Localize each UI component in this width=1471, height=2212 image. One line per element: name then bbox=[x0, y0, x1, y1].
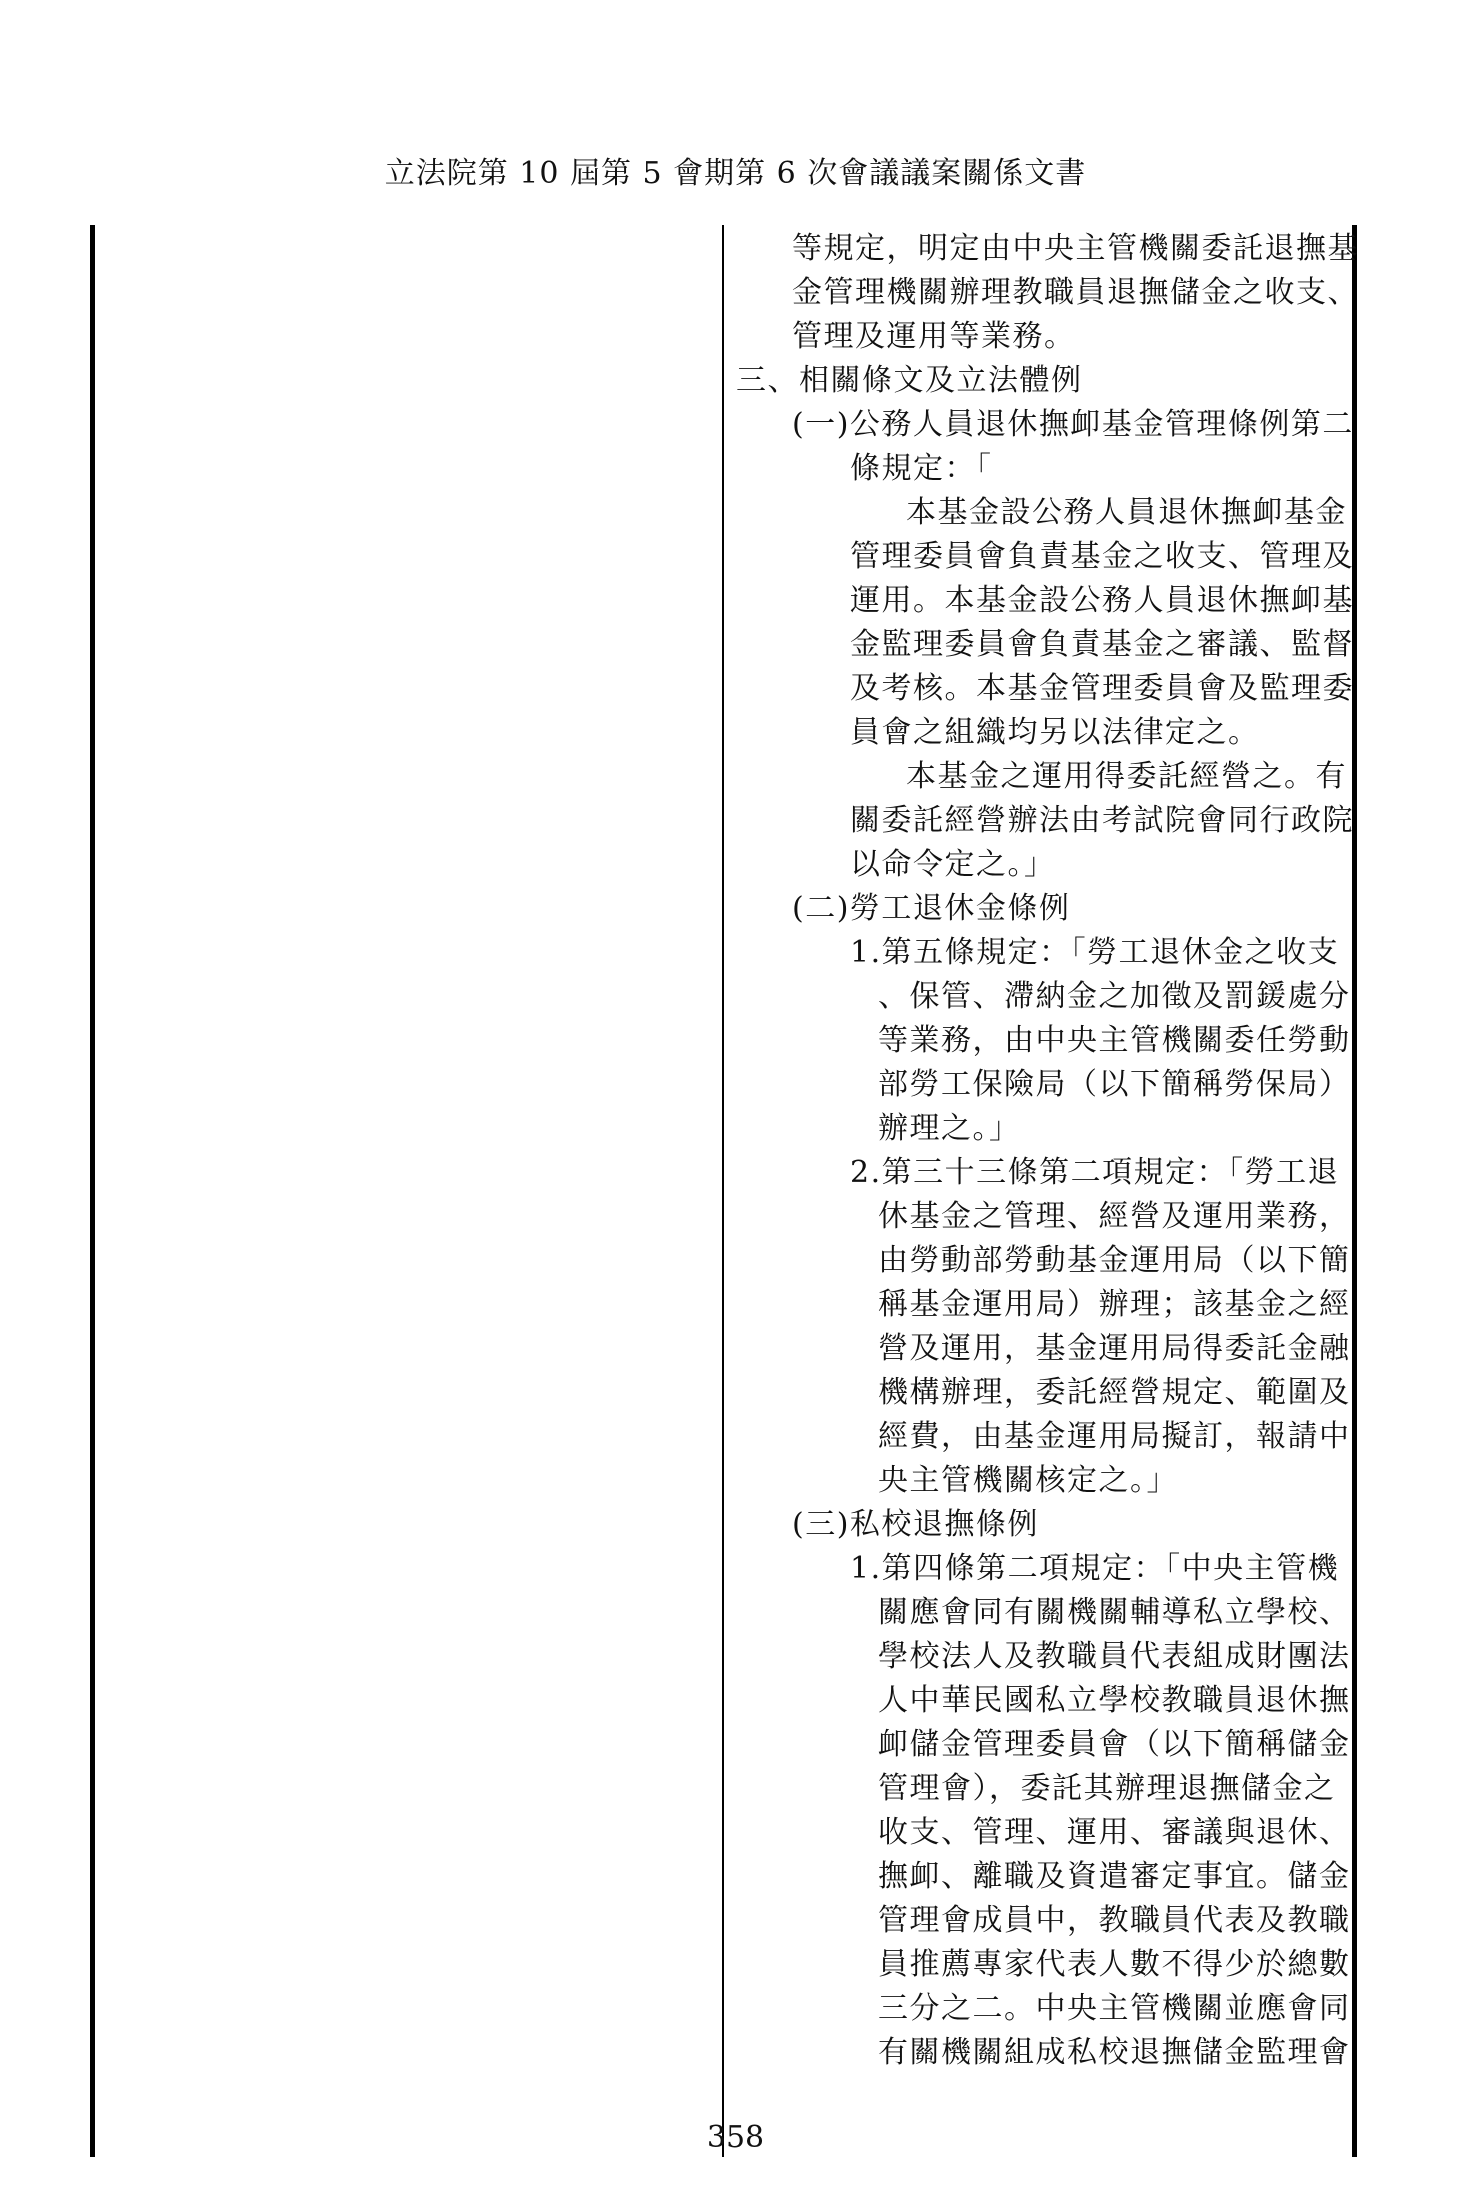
text-line: 本基金設公務人員退休撫卹基金 bbox=[906, 495, 1347, 530]
text-line: 關委託經營辦法由考試院會同行政院 bbox=[850, 803, 1354, 838]
text-line: 由勞動部勞動基金運用局（以下簡 bbox=[878, 1243, 1351, 1278]
text-line: 學校法人及教職員代表組成財團法 bbox=[878, 1639, 1351, 1674]
text-line: 管理會成員中，教職員代表及教職 bbox=[878, 1903, 1351, 1938]
text-line: 管理會），委託其辦理退撫儲金之 bbox=[878, 1771, 1336, 1806]
text-line: 有關機關組成私校退撫儲金監理會 bbox=[878, 2035, 1351, 2070]
text-line: 部勞工保險局（以下簡稱勞保局） bbox=[878, 1067, 1351, 1102]
text-line: 休基金之管理、經營及運用業務， bbox=[878, 1199, 1351, 1234]
text-line: 運用。本基金設公務人員退休撫卹基 bbox=[850, 583, 1354, 618]
text-line: 金管理機關辦理教職員退撫儲金之收支、 bbox=[792, 275, 1359, 310]
list-item: 1.第四條第二項規定：「中央主管機 bbox=[850, 1551, 1340, 1586]
right-border-rule bbox=[1352, 225, 1357, 2157]
text-line: 金監理委員會負責基金之審議、監督 bbox=[850, 627, 1354, 662]
text-line: 機構辦理，委託經營規定、範圍及 bbox=[878, 1375, 1351, 1410]
text-line: 等規定，明定由中央主管機關委託退撫基 bbox=[792, 231, 1359, 266]
text-line: 人中華民國私立學校教職員退休撫 bbox=[878, 1683, 1351, 1718]
text-line: 卹儲金管理委員會（以下簡稱儲金 bbox=[878, 1727, 1351, 1762]
text-line: 等業務，由中央主管機關委任勞動 bbox=[878, 1023, 1351, 1058]
text-line: 員會之組織均另以法律定之。 bbox=[850, 715, 1260, 750]
text-line: 營及運用，基金運用局得委託金融 bbox=[878, 1331, 1351, 1366]
subsection-heading: (二)勞工退休金條例 bbox=[792, 891, 1071, 926]
text-line: 及考核。本基金管理委員會及監理委 bbox=[850, 671, 1354, 706]
text-line: 員推薦專家代表人數不得少於總數 bbox=[878, 1947, 1351, 1982]
text-line: 管理及運用等業務。 bbox=[792, 319, 1076, 354]
text-line: 管理委員會負責基金之收支、管理及 bbox=[850, 539, 1354, 574]
list-item: 1.第五條規定：「勞工退休金之收支 bbox=[850, 935, 1340, 970]
text-line: 經費，由基金運用局擬訂，報請中 bbox=[878, 1419, 1351, 1454]
section-heading: 三、相關條文及立法體例 bbox=[736, 363, 1083, 398]
text-line: 本基金之運用得委託經營之。有 bbox=[906, 759, 1347, 794]
page-header: 立法院第 10 屆第 5 會期第 6 次會議議案關係文書 bbox=[384, 156, 1087, 191]
text-line: 條規定：「 bbox=[850, 451, 993, 486]
text-line: 撫卹、離職及資遣審定事宜。儲金 bbox=[878, 1859, 1351, 1894]
text-line: 以命令定之。」 bbox=[850, 847, 1056, 882]
text-line: 三分之二。中央主管機關並應會同 bbox=[878, 1991, 1351, 2026]
left-border-rule bbox=[90, 225, 95, 2157]
column-divider-rule bbox=[722, 225, 724, 2157]
page-number: 358 bbox=[706, 2120, 765, 2155]
subsection-heading: (一)公務人員退休撫卹基金管理條例第二 bbox=[792, 407, 1354, 442]
text-line: 關應會同有關機關輔導私立學校、 bbox=[878, 1595, 1351, 1630]
text-line: 央主管機關核定之。」 bbox=[878, 1463, 1178, 1498]
text-line: 、保管、滯納金之加徵及罰鍰處分 bbox=[878, 979, 1351, 1014]
text-line: 收支、管理、運用、審議與退休、 bbox=[878, 1815, 1351, 1850]
text-line: 辦理之。」 bbox=[878, 1111, 1021, 1146]
text-line: 稱基金運用局）辦理；該基金之經 bbox=[878, 1287, 1351, 1322]
subsection-heading: (三)私校退撫條例 bbox=[792, 1507, 1039, 1542]
list-item: 2.第三十三條第二項規定：「勞工退 bbox=[850, 1155, 1340, 1190]
